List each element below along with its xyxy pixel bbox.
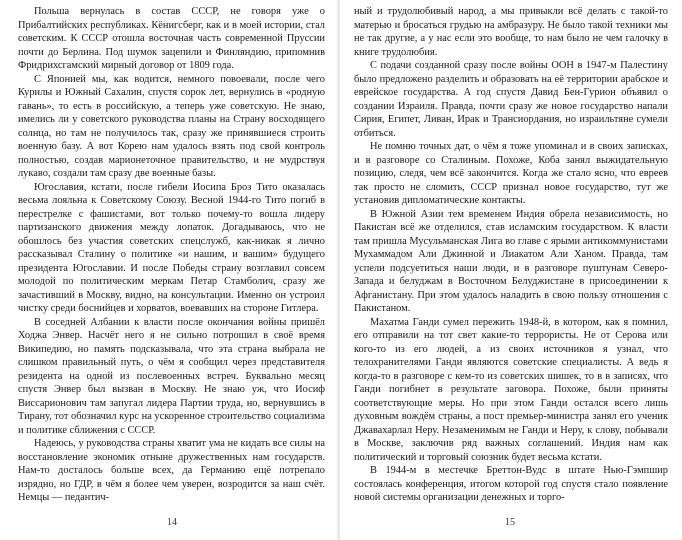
paragraph: Не помню точных дат, о чём я тоже упоминал и в своих записках, и в разговоре со Сталиным. Похоже, Коба занял выжидательную позицию, следя, чем всё закончится. Когда же стало ясно, что евреев так просто не сломить, СССР признал новое государство, тут же установив дипломатические контакты. <box>354 141 668 206</box>
paragraph: В соседней Албании к власти после окончания войны пришёл Ходжа Энвер. Насчёт него я не сильно потрошил в своё время Википедию, но память подсказывала, что эта страна выбрала не слишком правильный путь, о чём я сообщил через представителя резидента на одной из послевоенных встреч. Буквально месяц спустя Энвер был вызван в Москву. Не знаю уж, что Иосиф Виссарионович там запугал лидера Партии труда, но, вернувшись в Тирану, тот обозначил курс на ускоренное строительство социализма и политике сближения с СССР. <box>18 316 325 436</box>
page-number: 14 <box>167 517 177 528</box>
paragraph: Махатма Ганди сумел пережить 1948-й, в котором, как я помнил, его отправили на тот свет какие-то террористы. Не от Серова или кого-то из его людей, а из своих источников я узнал, что телохранителями Ганди являются советские специалисты. А ведь я когда-то в разговоре с кем-то из советских шишек, то в в записях, что Ганди погибнет в результате заговора. Похоже, были приняты соответствующие меры. Но при этом Ганди остался всего лишь духовным вождём страны, а пост премьер-министра занял его ученик Джавахарлал Неру. Незаменимым не Ганди и Неру, к слову, побывали в Москве, заключив ряд важных соглашений. Индия нам как политический и торговый союзник будет весьма кстати. <box>354 316 668 463</box>
paragraph: Югославия, кстати, после гибели Иосипа Броз Тито оказалась весьма лояльна к Советскому Союзу. Весной 1944-го Тито погиб в перестрелке с фашистами, вот только почему-то вошла лидеру партизанского движения между лопаток. Догадываюсь, что не обошлось без участия советских спецслужб, как-никак я лично рассказывал Сталину о политике «и нашим, и вашим» будущего президента Югославии. И после Победы страну возглавил совсем молодой по политическим меркам Петар Стамболич, сразу же зачастивший в Москву, видно, на консультации. Именно он устроил чистку среди боснийцев и хорватов, воевавших на стороне Гитлера. <box>18 181 325 314</box>
right-page <box>340 0 682 540</box>
paragraph: В Южной Азии тем временем Индия обрела независимость, но Пакистан всё же отделился, став исламским государством. К власти там пришла Мусульманская Лига во главе с ярыми антикоммунистами Мухаммадом Али Джинной и Лиакатом Али Ханом. Правда, там успели подсуетиться наши люди, и в разговоре пуштунам Северо-Запада и белуджам в Восточном Белуджистане в присоединении к Афганистану. При этом удалось наладить в свою пользу отношения с Пакистаном. <box>354 208 668 314</box>
paragraph: Польша вернулась в состав СССР, не говоря уже о Прибалтийских республиках. Кёнигсберг, как и в моей истории, стал советским. К СССР отошла восточная часть современной Пруссии почти до Берлина. Под шумок зацепили и Финляндию, припомнив Фридрихсгамский мирный договор от 1809 года. <box>18 6 325 71</box>
page-number: 15 <box>505 517 515 528</box>
right-page-body <box>354 5 668 505</box>
left-page-body <box>18 5 325 505</box>
paragraph: В 1944-м в местечке Бреттон-Вудс в штате Нью-Гэмпшир состоялась конференция, итогом которой год спустя стало появление новой системы организации денежных и торго- <box>354 465 668 503</box>
paragraph: ный и трудолюбивый народ, а мы привыкли всё делать с такой-то матерью и бросаться грудью на амбразуру. Не было такой техники мы не так другие, а у нас если это вообще, то нам было не чем галочку в книге трудолюбия. <box>354 6 668 58</box>
paragraph: Надеюсь, у руководства страны хватит ума не кидать все силы на восстановление экономик отныне дружественных нам государств. Нам-то досталось больше всех, да Германию ещё потрепало изрядно, но ГДР, в чём я более чем уверен, возродится за наш счёт. Немцы — педантич- <box>18 438 325 503</box>
left-page <box>0 0 338 540</box>
paragraph: С Японией мы, как водится, немного повоевали, после чего Курилы и Южный Сахалин, спустя сорок лет, вернулись в «родную гавань», то есть в российскую, а теперь уже советскую. Не знаю, имелись ли у советского руководства планы на Страну восходящего солнца, но там не получилось так, сразу же принявшиеся строить военную базу. А вот Корею нам удалось взять под свой контроль полностью, создав марионеточное правительство, и не мудрствуя лукаво, создали там сразу две военные базы. <box>18 73 325 179</box>
paragraph: С подачи созданной сразу после войны ООН в 1947-м Палестину было предложено разделить и образовать на её территории арабское и еврейское государства. А год спустя Давид Бен-Гурион объявил о создании Израиля. Правда, почти сразу же новое государство напали Сирия, Египет, Ливан, Ирак и Трансиордания, но израильтяне сумели отбиться. <box>354 60 668 139</box>
